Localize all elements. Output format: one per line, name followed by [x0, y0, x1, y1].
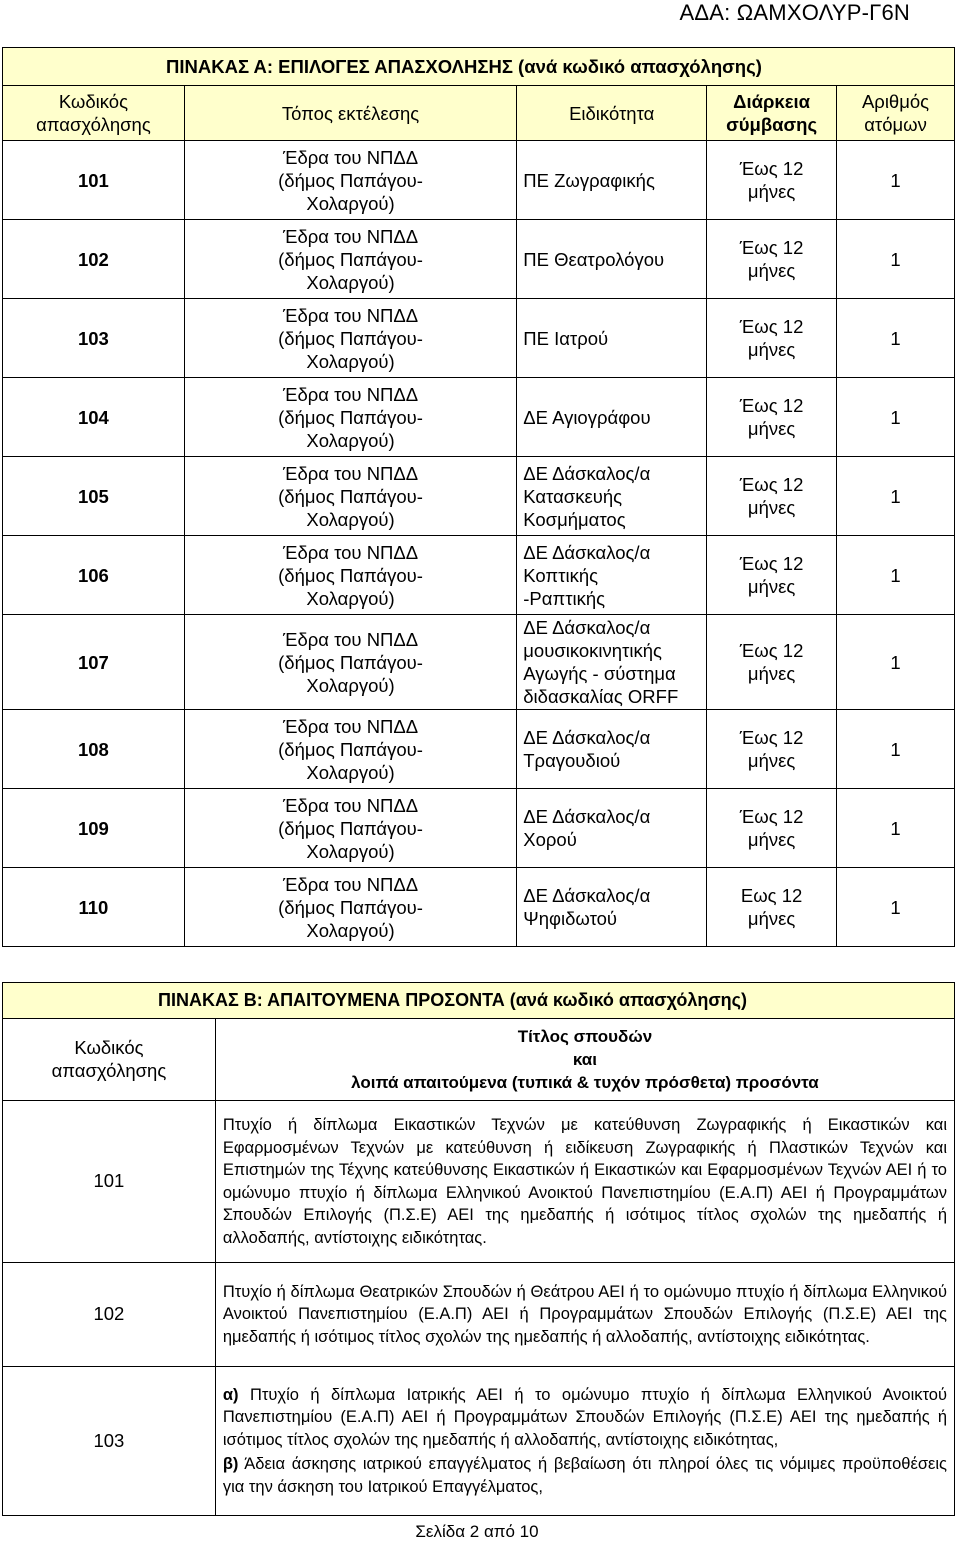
cell-duration [707, 710, 837, 789]
cell-code: 103 [3, 1367, 216, 1516]
cell-specialty [517, 141, 707, 220]
cell-place [184, 457, 516, 536]
cell-duration-line: μήνες [747, 260, 796, 281]
cell-place-line: Έδρα του ΝΠΔΔ [282, 628, 419, 650]
cell-place-line: Έδρα του ΝΠΔΔ [282, 541, 419, 563]
header-count-line: ατόμων [864, 114, 927, 135]
cell-duration-line: μήνες [747, 181, 796, 202]
cell-place-line: Χολαργού) [306, 192, 395, 214]
cell-place-line: (δήμος Παπάγου- [278, 485, 423, 507]
cell-specialty [517, 615, 707, 710]
table-row [3, 1101, 955, 1263]
cell-duration-line: Έως 12 [739, 237, 804, 258]
cell-specialty [517, 710, 707, 789]
header-code-line: Κωδικός [58, 91, 129, 112]
cell-specialty-line: Ψηφιδωτού [523, 908, 618, 929]
table-row [3, 299, 955, 378]
cell-specialty-line: ΠΕ Θεατρολόγου [523, 248, 665, 270]
table-row [3, 615, 955, 710]
cell-count: 1 [837, 868, 955, 947]
cell-specialty-line: ΠΕ Ιατρού [523, 327, 609, 349]
table-row [3, 868, 955, 947]
cell-place-line: Χολαργού) [306, 919, 395, 941]
cell-place [184, 868, 516, 947]
cell-duration [707, 457, 837, 536]
cell-duration-line: μήνες [747, 497, 796, 518]
cell-code: 103 [3, 299, 185, 378]
cell-duration-line: Εως 12 [740, 885, 803, 906]
table-a [2, 47, 955, 947]
cell-specialty-line: ΔΕ Αγιογράφου [523, 406, 651, 428]
cell-specialty-line: Αγωγής - σύστημα [523, 663, 676, 684]
cell-duration-line: μήνες [747, 576, 796, 597]
cell-specialty [517, 299, 707, 378]
cell-specialty-line: Τραγουδιού [523, 750, 621, 771]
qualification-paragraph [223, 1114, 947, 1249]
cell-specialty-line: Κοσμήματος [523, 508, 626, 530]
cell-count: 1 [837, 220, 955, 299]
cell-duration [707, 615, 837, 710]
header-count [837, 86, 955, 141]
cell-code: 104 [3, 378, 185, 457]
cell-qualifications [215, 1367, 954, 1516]
header-count-line: Αριθμός [861, 91, 930, 112]
cell-qualifications [215, 1263, 954, 1367]
cell-place [184, 789, 516, 868]
cell-count: 1 [837, 710, 955, 789]
cell-code: 105 [3, 457, 185, 536]
cell-code: 102 [3, 220, 185, 299]
cell-place-line: (δήμος Παπάγου- [278, 248, 423, 270]
header-b-qual-line: λοιπά απαιτούμενα (τυπικά & τυχόν πρόσθετα) προσόντα [351, 1073, 819, 1092]
cell-place-line: Χολαργού) [306, 840, 395, 862]
header-code-line: απασχόλησης [36, 114, 151, 135]
page-footer [0, 1522, 960, 1542]
cell-qualifications [215, 1101, 954, 1263]
cell-place-line: Έδρα του ΝΠΔΔ [282, 715, 419, 737]
cell-specialty [517, 868, 707, 947]
cell-place [184, 299, 516, 378]
cell-place-line: Χολαργού) [306, 429, 395, 451]
cell-specialty-line: ΔΕ Δάσκαλος/α [523, 806, 651, 827]
table-row [3, 1263, 955, 1367]
cell-place [184, 710, 516, 789]
cell-count: 1 [837, 536, 955, 615]
table-row [3, 220, 955, 299]
cell-specialty-line: διδασκαλίας ORFF [523, 686, 679, 707]
paragraph-text: Πτυχίο ή δίπλωμα Εικαστικών Τεχνών με κατεύθυνση Ζωγραφικής ή Εικαστικών και Εφαρμοσμένων Τεχνών με κατεύθυνση ή ειδίκευση Ζωγραφικής ή Πλαστικών Τεχνών και Επιστημών της Τέχνης κατεύθυνσης Εικαστικών ή Εικαστικών και Εφαρμοσμένων Τεχνών ΑΕΙ ή το ομώνυμο πτυχίο ή δίπλωμα Ελληνικού Ανοικτού Πανεπιστημίου (Ε.Α.Π) ΑΕΙ ή Προγραμμάτων Σπουδών Επιλογής (Π.Σ.Ε) ΑΕΙ της ημεδαπής ή ισότιμος τίτλος σχολών της ημεδαπής ή αλλοδαπής, αντίστοιχης ειδικότητας. [222, 1116, 947, 1247]
cell-place-line: Έδρα του ΝΠΔΔ [282, 462, 419, 484]
cell-code: 101 [3, 141, 185, 220]
table-row [3, 789, 955, 868]
cell-code: 109 [3, 789, 185, 868]
header-b-qual-line: και [572, 1050, 597, 1069]
table-row [3, 710, 955, 789]
cell-place-line: (δήμος Παπάγου- [278, 169, 423, 191]
cell-duration [707, 378, 837, 457]
cell-duration-line: Έως 12 [739, 640, 804, 661]
table-a-title: ΠΙΝΑΚΑΣ Α: ΕΠΙΛΟΓΕΣ ΑΠΑΣΧΟΛΗΣΗΣ (ανά κωδικό απασχόλησης) [3, 48, 955, 86]
table-row [3, 536, 955, 615]
cell-duration-line: Έως 12 [739, 553, 804, 574]
cell-specialty [517, 536, 707, 615]
cell-place-line: Έδρα του ΝΠΔΔ [282, 304, 419, 326]
paragraph-label: α) [222, 1385, 239, 1404]
cell-specialty-line: ΔΕ Δάσκαλος/α [523, 541, 651, 563]
page-number: Σελίδα 2 από 10 [415, 1522, 539, 1541]
cell-place-line: Έδρα του ΝΠΔΔ [282, 873, 419, 895]
cell-duration [707, 220, 837, 299]
cell-count: 1 [837, 299, 955, 378]
header-b-code [3, 1019, 216, 1101]
cell-place-line: (δήμος Παπάγου- [278, 817, 423, 839]
cell-specialty-line: ΔΕ Δάσκαλος/α [523, 885, 651, 906]
cell-duration [707, 141, 837, 220]
cell-place-line: (δήμος Παπάγου- [278, 406, 423, 428]
cell-code: 106 [3, 536, 185, 615]
cell-duration [707, 789, 837, 868]
cell-place [184, 220, 516, 299]
cell-count: 1 [837, 789, 955, 868]
ada-code: ΑΔΑ: ΩΑΜΧΟΛΥΡ-Γ6Ν [679, 0, 910, 25]
cell-specialty [517, 220, 707, 299]
cell-place-line: (δήμος Παπάγου- [278, 651, 423, 673]
cell-specialty-line: μουσικοκινητικής [523, 640, 662, 661]
cell-duration-line: μήνες [747, 339, 796, 360]
cell-place-line: Χολαργού) [306, 587, 395, 609]
cell-specialty-line: ΔΕ Δάσκαλος/α [523, 617, 651, 638]
cell-duration [707, 868, 837, 947]
cell-place-line: (δήμος Παπάγου- [278, 738, 423, 760]
cell-code: 110 [3, 868, 185, 947]
cell-duration-line: μήνες [747, 829, 796, 850]
header-b-code-line: Κωδικός [74, 1037, 144, 1058]
table-b-title: ΠΙΝΑΚΑΣ Β: ΑΠΑΙΤΟΥΜΕΝΑ ΠΡΟΣΟΝΤΑ (ανά κωδικό απασχόλησης) [3, 983, 955, 1019]
cell-place-line: (δήμος Παπάγου- [278, 564, 423, 586]
cell-duration-line: Έως 12 [739, 727, 804, 748]
qualification-paragraph [223, 1453, 947, 1498]
cell-place-line: (δήμος Παπάγου- [278, 327, 423, 349]
cell-duration-line: μήνες [747, 418, 796, 439]
cell-count: 1 [837, 378, 955, 457]
paragraph-text: Πτυχίο ή δίπλωμα Θεατρικών Σπουδών ή Θεάτρου ΑΕΙ ή το ομώνυμο πτυχίο ή δίπλωμα Ελληνικού Ανοικτού Πανεπιστημίου (Ε.Α.Π) ΑΕΙ ή Προγραμμάτων Σπουδών Επιλογής (Π.Σ.Ε) ΑΕΙ της ημεδαπής ή ισότιμος τίτλος σχολών της ημεδαπής ή αλλοδαπής, αντίστοιχης ειδικότητας. [222, 1282, 947, 1346]
cell-duration [707, 536, 837, 615]
table-row [3, 1367, 955, 1516]
cell-specialty-line: ΔΕ Δάσκαλος/α [523, 727, 651, 748]
header-b-code-line: απασχόλησης [51, 1059, 167, 1081]
header-duration-line: σύμβασης [726, 114, 818, 135]
cell-place-line: (δήμος Παπάγου- [278, 896, 423, 918]
header-duration-line: Διάρκεια [733, 91, 811, 112]
cell-specialty [517, 789, 707, 868]
cell-place-line: Έδρα του ΝΠΔΔ [282, 225, 419, 247]
table-row [3, 141, 955, 220]
header-code [3, 86, 185, 141]
cell-count: 1 [837, 141, 955, 220]
header-specialty: Ειδικότητα [517, 86, 707, 141]
header-b-qualifications [215, 1019, 954, 1101]
cell-code: 102 [3, 1263, 216, 1367]
cell-place [184, 536, 516, 615]
cell-specialty-line: -Ραπτικής [523, 587, 606, 609]
paragraph-label: β) [222, 1455, 239, 1474]
cell-place-line: Έδρα του ΝΠΔΔ [282, 794, 419, 816]
paragraph-text: Άδεια άσκησης ιατρικού επαγγέλματος ή βεβαίωση ότι πληροί όλες τις νόμιμες προϋποθέσεις για την άσκηση του Ιατρικού Επαγγέλματος, [222, 1455, 947, 1496]
cell-duration-line: Έως 12 [739, 158, 804, 179]
cell-place-line: Χολαργού) [306, 761, 395, 783]
cell-specialty [517, 378, 707, 457]
cell-code: 101 [3, 1101, 216, 1263]
cell-place-line: Έδρα του ΝΠΔΔ [282, 383, 419, 405]
cell-specialty-line: Κατασκευής [523, 485, 623, 507]
cell-place-line: Έδρα του ΝΠΔΔ [282, 146, 419, 168]
cell-duration-line: Έως 12 [739, 316, 804, 337]
cell-duration-line: Έως 12 [739, 806, 804, 827]
table-b [2, 982, 955, 1516]
cell-place [184, 141, 516, 220]
cell-place-line: Χολαργού) [306, 674, 395, 696]
cell-duration [707, 299, 837, 378]
cell-duration-line: Έως 12 [739, 395, 804, 416]
qualification-paragraph [223, 1281, 947, 1349]
paragraph-text: Πτυχίο ή δίπλωμα Ιατρικής ΑΕΙ ή το ομώνυμο πτυχίο ή δίπλωμα Ελληνικού Ανοικτού Πανεπιστημίου (Ε.Α.Π) ΑΕΙ ή Προγραμμάτων Σπουδών Επιλογής (Π.Σ.Ε) ΑΕΙ της ημεδαπής ή ισότιμος τίτλος σχολών της ημεδαπής ή αλλοδαπής, αντίστοιχης ειδικότητας, [222, 1385, 947, 1449]
cell-specialty-line: ΠΕ Ζωγραφικής [523, 169, 655, 191]
cell-place [184, 378, 516, 457]
cell-duration-line: μήνες [747, 908, 796, 929]
qualification-paragraph [223, 1384, 947, 1452]
cell-count: 1 [837, 615, 955, 710]
cell-duration-line: μήνες [747, 750, 796, 771]
cell-code: 108 [3, 710, 185, 789]
cell-count: 1 [837, 457, 955, 536]
table-row [3, 378, 955, 457]
cell-duration-line: μήνες [747, 663, 796, 684]
header-place: Τόπος εκτέλεσης [184, 86, 516, 141]
cell-place-line: Χολαργού) [306, 508, 395, 530]
cell-specialty-line: ΔΕ Δάσκαλος/α [523, 462, 651, 484]
cell-specialty-line: Χορού [523, 829, 577, 850]
cell-duration-line: Έως 12 [739, 474, 804, 495]
cell-place [184, 615, 516, 710]
cell-place-line: Χολαργού) [306, 271, 395, 293]
cell-code: 107 [3, 615, 185, 710]
header-duration [707, 86, 837, 141]
header-b-qual-line: Τίτλος σπουδών [517, 1027, 653, 1046]
cell-specialty-line: Κοπτικής [523, 564, 599, 586]
cell-specialty [517, 457, 707, 536]
table-row [3, 457, 955, 536]
cell-place-line: Χολαργού) [306, 350, 395, 372]
